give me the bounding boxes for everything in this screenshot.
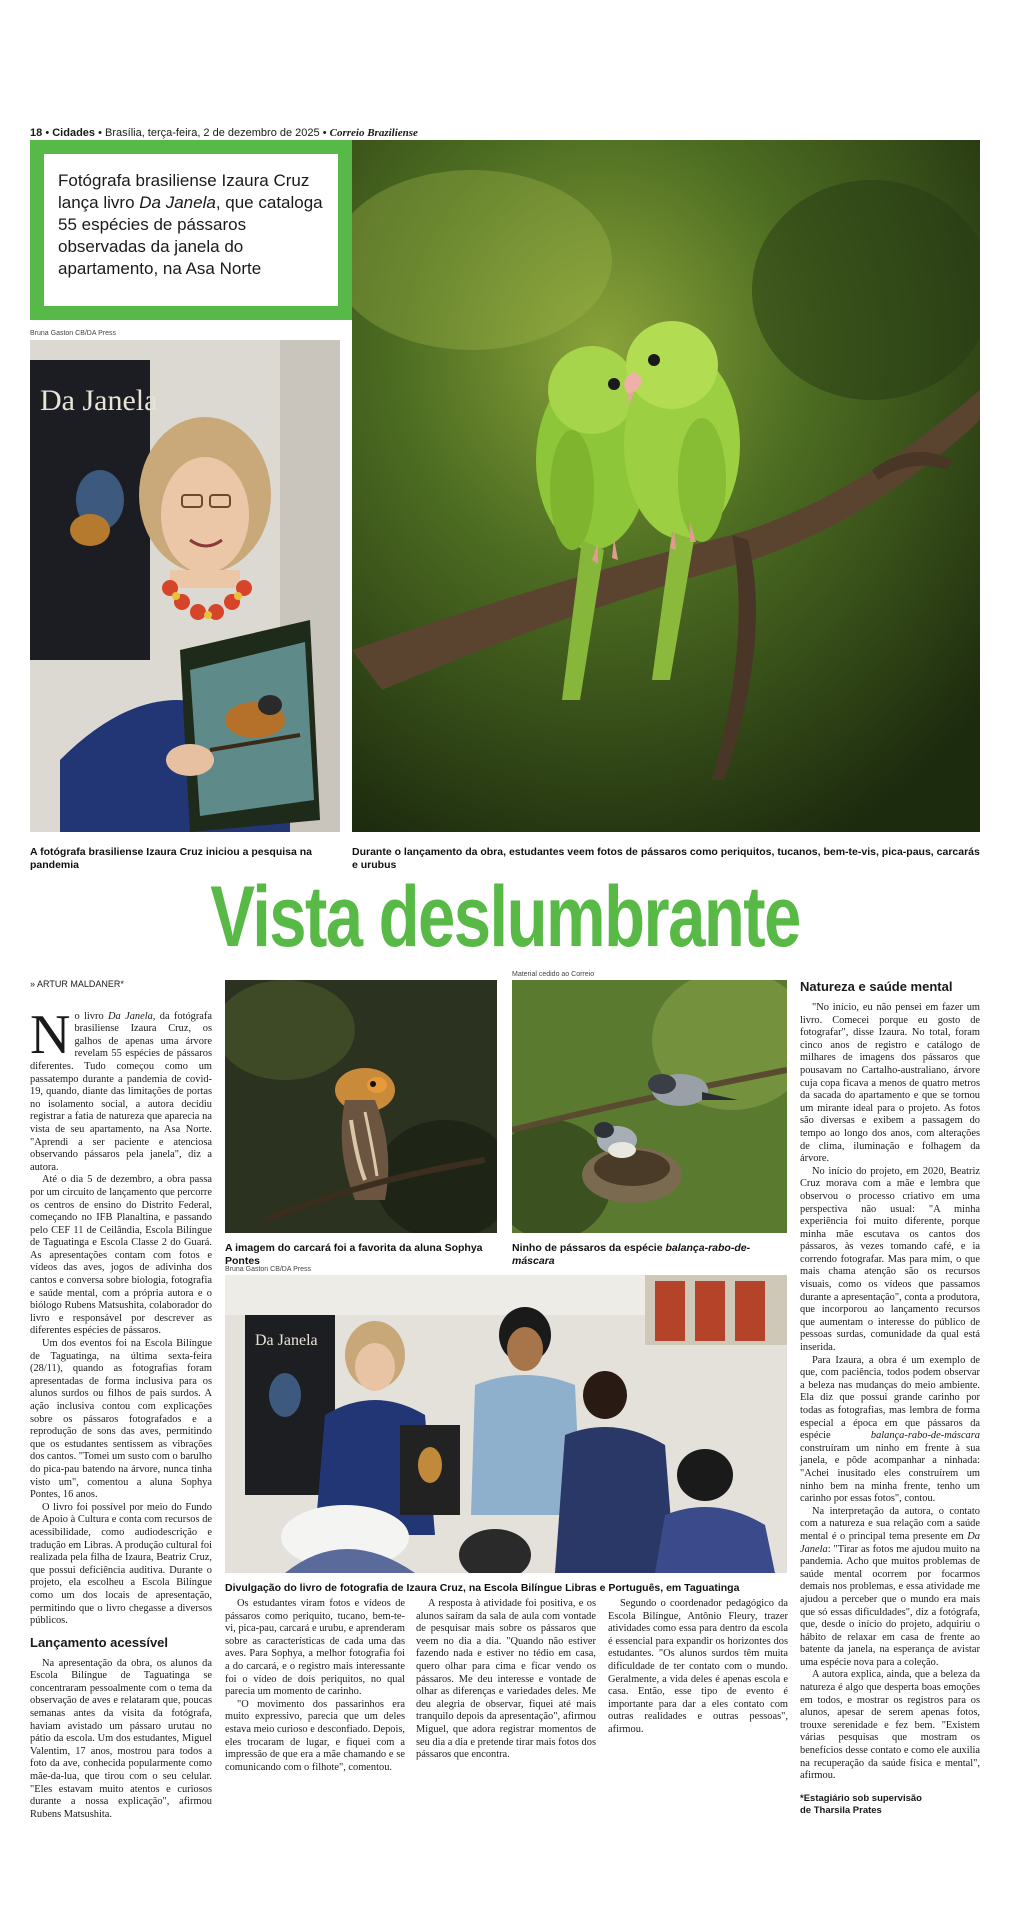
group-illustration — [225, 1275, 787, 1573]
signoff-line-2: de Tharsila Prates — [800, 1804, 882, 1816]
paragraph-14: A autora explica, ainda, que a beleza da natureza é algo que desperta boas emoções em todos, e mostrar os registros para os alunos, apesar de serem apenas fotos, trouxe serenidade e fez bem. "Existem várias pesquisas que mostram os benefícios desse contato e como ele auxilia na recuperação da saúde física e mental", afirmou. — [800, 1669, 980, 1782]
paragraph-13-book: Da Janela — [800, 1530, 980, 1555]
article-column-2 — [225, 1598, 405, 1878]
paragraph-3: Um dos eventos foi na Escola Bilíngue de Taguatinga, na última sexta-feira (28/11), quando as fotografias foram apresentadas de forma inclusiva para os alunos surdos ou filhos de pais surdos. A ação inclusiva contou com explicações sobre os pássaros fotografados e a reprodução de sons das aves, permitindo que os estudantes sentissem as vibrações dos cantos. "Tomei um susto com o barulho do pica-pau batendo na árvore, nunca tinha visto um", comentou a aluna Sophya Pontes, 16 anos. — [30, 1338, 212, 1501]
deck-box — [30, 140, 352, 320]
intro-book-title: Da Janela — [108, 1010, 153, 1022]
subhead-natureza: Natureza e saúde mental — [800, 979, 953, 994]
article-column-3 — [416, 1598, 596, 1878]
portrait-illustration — [30, 340, 340, 832]
ninho-photo — [512, 980, 787, 1233]
portrait-photo — [30, 340, 340, 832]
intro-text-b: , da fotógrafa brasiliense Izaura Cruz, os galhos de apenas uma árvore revelam 55 espécies de pássaros diferentes. Tudo começou como um passatempo durante a pandemia de covid-19, quando, diante das limitações de portas no isolamento social, a autora decidiu registrar a fatia de natureza que aparecia na vista de seu apartamento, na Asa Norte. "Aprendi a ser paciente e atenciosa observando pássaros pela janela", diz a autora. — [30, 1010, 212, 1173]
article-column-1 — [30, 978, 212, 1878]
paragraph-11: No início do projeto, em 2020, Beatriz Cruz morava com a mãe e lembra que observou o processo criativo em uma perspectiva não usual: "A minha experiência foi muito diferente, porque minha mãe escutava os cantos dos pássaros, às vezes tomando café, e ia correndo fotografar. Mas para mim, o que mais chama atenção são os recursos visuais, como os vídeos que passamos durante a apresentação", conta a produtora, que incorporou ao lançamento recursos que aumentam o interesse do público de pessoas surdas, comunidade da qual está inserida. — [800, 1165, 980, 1354]
hero-photo-parakeets — [352, 140, 980, 832]
ninho-caption — [512, 1242, 787, 1268]
carcara-illustration — [225, 980, 497, 1233]
paragraph-5: Na apresentação da obra, os alunos da Escola Bilíngue de Taguatinga se concentraram pessoalmente com o tema da observação de aves e relataram que, poucas semanas antes da visita da fotógrafa, haviam avistado um pássaro urutau no pátio da escola. Um dos estudantes, Miguel Valentim, 17 anos, mostrou para todos a foto da ave, conhecida popularmente como mãe-da-lua, que tirou com o seu celular. "Eles estavam muito atentos e curiosos durante a nossa explicação", afirmou Rubens Matsushita. — [30, 1657, 212, 1820]
article-column-5 — [800, 978, 980, 1888]
hero-caption: Durante o lançamento da obra, estudantes veem fotos de pássaros como periquitos, tucanos, bem-te-vis, pica-paus, carcarás e urubus — [352, 846, 980, 871]
paragraph-2: Até o dia 5 de dezembro, a obra passa por um circuito de lançamento que percorre os centros de ensino do Distrito Federal, começando no IFB Planaltina, e passando pelo CEF 11 de Ceilândia, Escola Bilíngue de Taguatinga e Escola Classe 2 do Guará. As apresentações contam com fotos e vídeos das aves, jogos de adivinha dos cantos e conversa sobre biologia, fotografia e saúde mental, com a própria autora e o biólogo Rubens Matsushita, colaborador do livro e responsável por descrever as diferentes espécies de pássaros. — [30, 1174, 212, 1337]
signoff-line-1: *Estagiário sob supervisão — [800, 1792, 922, 1804]
group-credit: Bruna Gaston CB/DA Press — [225, 1266, 311, 1273]
intro-paragraph — [30, 1003, 212, 1175]
paragraph-13-a: Na interpretação da autora, o contato com a natureza e sua relação com a saúde mental é o principal tema presente em — [800, 1505, 980, 1542]
group-caption: Divulgação do livro de fotografia de Izaura Cruz, na Escola Bilíngue Libras e Português, em Taguatinga — [225, 1582, 740, 1594]
parakeets-illustration — [352, 140, 980, 832]
deck-part1: Fotógrafa brasiliense Izaura Cruz lança livro — [58, 171, 310, 212]
portrait-book-title: Da Janela — [40, 384, 158, 417]
newspaper-brand: Correio Braziliense — [329, 127, 418, 139]
paragraph-8: A resposta à atividade foi positiva, e os alunos saíram da sala de aula com vontade de pesquisar mais sobre os pássaros que veem no dia a dia. "Quando não estiver fazendo nada e estiver no tédio em casa, quero olhar para cima e ficar vendo os pássaros. Me deu interesse e vontade de olhar as diferenças e variedades deles. Me deu alegria de observar, fiquei até mais tranquilo depois da apresentação", afirmou Miguel, que adora registrar momentos de seu dia a dia e pretende tirar mais fotos dos pássaros que encontra. — [416, 1598, 596, 1761]
byline: » ARTUR MALDANER* — [30, 979, 124, 989]
paragraph-9: Segundo o coordenador pedagógico da Escola Bilíngue, Antônio Fleury, trazer atividades como essa para dentro da escola é essencial para expandir os horizontes dos estudantes. "Os alunos surdos têm muita dificuldade de ter contato com o mundo. Geralmente, a vida deles é apenas escola e casa. Então, esse tipo de evento é importante para dar a eles contato com outras realidades e outras pessoas", afirmou. — [608, 1598, 788, 1735]
paragraph-10: "No início, eu não pensei em fazer um livro. Comecei porque eu gosto de fotografar", disse Izaura. No total, foram cinco anos de registro e catálogo de milhares de imagens dos pássaros que pousavam no Cartalho-australiano, árvore cuja copa ficava a menos de quatro metros da sacada do apartamento e que se tornou um mirante ideal para o projeto. As fotos são diversas e exibem a passagem do tempo ao longo dos anos, com alterações de clima, iluminação e folhagem da árvore. — [800, 1002, 980, 1165]
drop-cap: N — [30, 1003, 71, 1066]
page-number: 18 — [30, 127, 43, 139]
page-header: 18 • Cidades • Brasília, terça-feira, 2 de dezembro de 2025 • Correio Braziliense — [30, 127, 418, 139]
portrait-credit: Bruna Gaston CB/DA Press — [30, 330, 116, 337]
portrait-caption: A fotógrafa brasiliense Izaura Cruz iniciou a pesquisa na pandemia — [30, 846, 313, 871]
paragraph-6: Os estudantes viram fotos e vídeos de pássaros como periquito, tucano, bem-te-vi, pica-pau, carcará e urubu, e aprenderam sobre as características de cada uma das aves. Para Sophya, a melhor fotografia foi a do carcará, e o registro mais interessante foi o vídeo de dois periquitos, no qual parecia um momento de carinho. — [225, 1598, 405, 1698]
article-column-4 — [608, 1598, 788, 1878]
subhead-lancamento: Lançamento acessível — [30, 1634, 169, 1650]
dateline: Brasília, terça-feira, 2 de dezembro de 2025 — [105, 127, 320, 139]
paragraph-12-b: construíram um ninho em frente à sua janela, e pôde acompanhar a ninhada: "Achei inusitado eles construírem um ninho bem na minha frente, tenho um carinho por essas fotos", contou. — [800, 1442, 980, 1505]
paragraph-7: "O movimento dos passarinhos era muito expressivo, parecia que um deles estava meio curioso e desconfiado. Depois, eles trocaram de lugar, e fiquei com a impressão de que era a mãe chamando e se comunicando com o filhote", comentou. — [225, 1698, 405, 1773]
paragraph-13-b: : "Tirar as fotos me ajudou muito na pandemia. Acho que muitos problemas de saúde mental ocorrem por focarmos demais nos problemas, e essa atividade me ajudou a perceber que o mundo era mais que só essas dificuldades", diz a fotógrafa, que, desde o início do projeto, adquiriu o hábito de relaxar em casa de frente ao batente da janela, na esperança de avistar uma espécie nova para a coleção. — [800, 1543, 980, 1668]
ninho-caption-text: Ninho de pássaros da espécie — [512, 1242, 666, 1254]
deck-book-title: Da Janela — [139, 193, 216, 212]
paragraph-12 — [800, 1355, 980, 1506]
carcara-photo — [225, 980, 497, 1233]
ninho-caption-species: balança-rabo-de-máscara — [512, 1242, 751, 1267]
paragraph-12-species: balança-rabo-de-máscara — [870, 1430, 980, 1442]
paragraph-12-a: Para Izaura, a obra é um exemplo de que, com paciência, todos podem observar a beleza nas mudanças do meio ambiente. Ela diz que possui grande carinho por todas as fotografias, mas lembra de forma especial a época em que pássaros da espécie — [800, 1354, 980, 1442]
group-photo — [225, 1275, 787, 1573]
ninho-credit: Material cedido ao Correio — [512, 971, 595, 978]
ninho-illustration — [512, 980, 787, 1233]
intro-text-a: o livro — [74, 1010, 109, 1022]
deck-part2: , que cataloga 55 espécies de pássaros observadas da janela do apartamento, na Asa Norte — [58, 193, 323, 278]
svg-text:Da Janela: Da Janela — [255, 1332, 318, 1349]
paragraph-4: O livro foi possível por meio do Fundo de Apoio à Cultura e conta com recursos de acessibilidade, como audiodescrição e tradução em Libras. A produção cultural foi realizada pela filha de Izaura, Beatriz Cruz, que possui deficiência auditiva. Durante o projeto, ela escolheu a Escola Bilíngue como um dos locais de apresentação, permitindo que o livro chegasse a diversos públicos. — [30, 1501, 212, 1627]
signoff — [800, 1793, 980, 1817]
headline: Vista deslumbrante — [210, 869, 800, 965]
carcara-caption: A imagem do carcará foi a favorita da aluna Sophya Pontes — [225, 1242, 483, 1267]
deck-text — [44, 154, 338, 306]
paragraph-13 — [800, 1506, 980, 1670]
section-name: Cidades — [52, 127, 96, 139]
